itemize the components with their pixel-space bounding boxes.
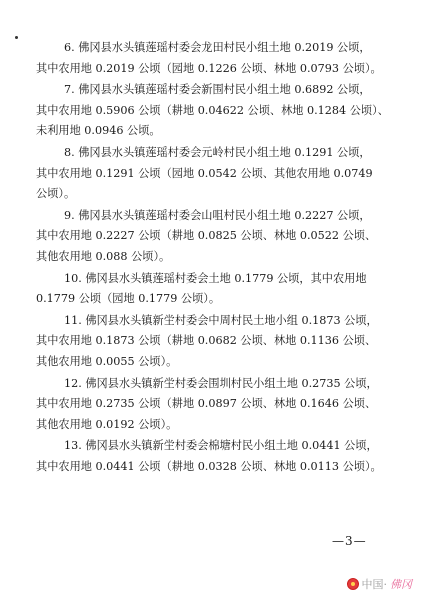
paragraph-line: 公顷）。 xyxy=(36,187,76,201)
paragraph-line: 6. 佛冈县水头镇莲瑶村委会龙田村民小组土地 0.2019 公顷， xyxy=(64,41,371,54)
paragraph-line: 其中农用地 0.2227 公顷（耕地 0.0825 公顷、林地 0.0522 公顷、 xyxy=(36,229,377,243)
watermark-name: 佛冈 xyxy=(390,578,412,591)
paragraph-line: 其他农用地 0.088 公顷）。 xyxy=(36,249,171,263)
paragraph-line: 其中农用地 0.2735 公顷（耕地 0.0897 公顷、林地 0.1646 公顷、 xyxy=(36,397,377,411)
paragraph-line: 其他农用地 0.0055 公顷）。 xyxy=(36,354,178,368)
watermark-prefix: 中国· xyxy=(361,578,387,591)
paragraph-line: 其中农用地 0.5906 公顷（耕地 0.04622 公顷、林地 0.1284 公顷）、 xyxy=(36,103,389,117)
document-body xyxy=(36,38,406,478)
paragraph-line: 12. 佛冈县水头镇新坣村委会围圳村民小组土地 0.2735 公顷， xyxy=(64,376,378,390)
list-item xyxy=(36,80,406,142)
emblem-icon xyxy=(347,578,359,590)
list-item xyxy=(36,38,406,79)
paragraph-line: 13. 佛冈县水头镇新坣村委会棉塘村民小组土地 0.0441 公顷， xyxy=(64,439,378,453)
list-item xyxy=(36,143,406,205)
paragraph-line: 其他农用地 0.0192 公顷）。 xyxy=(36,417,178,431)
list-item xyxy=(36,374,406,436)
list-item xyxy=(36,311,406,373)
paragraph-line: 10. 佛冈县水头镇莲瑶村委会土地 0.1779 公顷，其中农用地 xyxy=(64,271,367,285)
page-number: —3— xyxy=(332,534,367,548)
paragraph-line: 其中农用地 0.1291 公顷（园地 0.0542 公顷、其他农用地 0.0749 xyxy=(36,166,373,180)
paragraph-line: 7. 佛冈县水头镇莲瑶村委会新围村民小组土地 0.6892 公顷， xyxy=(64,83,371,97)
paragraph-line: 其中农用地 0.0441 公顷（耕地 0.0328 公顷、林地 0.0113 公顷）。 xyxy=(36,459,382,473)
paragraph-line: 9. 佛冈县水头镇莲瑶村委会山咀村民小组土地 0.2227 公顷， xyxy=(64,208,371,222)
paragraph-line: 11. 佛冈县水头镇新坣村委会中周村民土地小组 0.1873 公顷， xyxy=(64,313,378,327)
paragraph-line: 其中农用地 0.2019 公顷（园地 0.1226 公顷、林地 0.0793 公顷）。 xyxy=(36,61,382,75)
paragraph-line: 其中农用地 0.1873 公顷（耕地 0.0682 公顷、林地 0.1136 公顷、 xyxy=(36,334,377,348)
margin-dot xyxy=(15,36,18,39)
paragraph-line: 0.1779 公顷（园地 0.1779 公顷）。 xyxy=(36,292,221,306)
list-item xyxy=(36,206,406,268)
paragraph-line: 8. 佛冈县水头镇莲瑶村委会元岭村民小组土地 0.1291 公顷， xyxy=(64,145,371,159)
list-item xyxy=(36,269,406,310)
list-item xyxy=(36,436,406,477)
site-watermark xyxy=(347,576,413,592)
paragraph-line: 未利用地 0.0946 公顷。 xyxy=(36,124,161,138)
